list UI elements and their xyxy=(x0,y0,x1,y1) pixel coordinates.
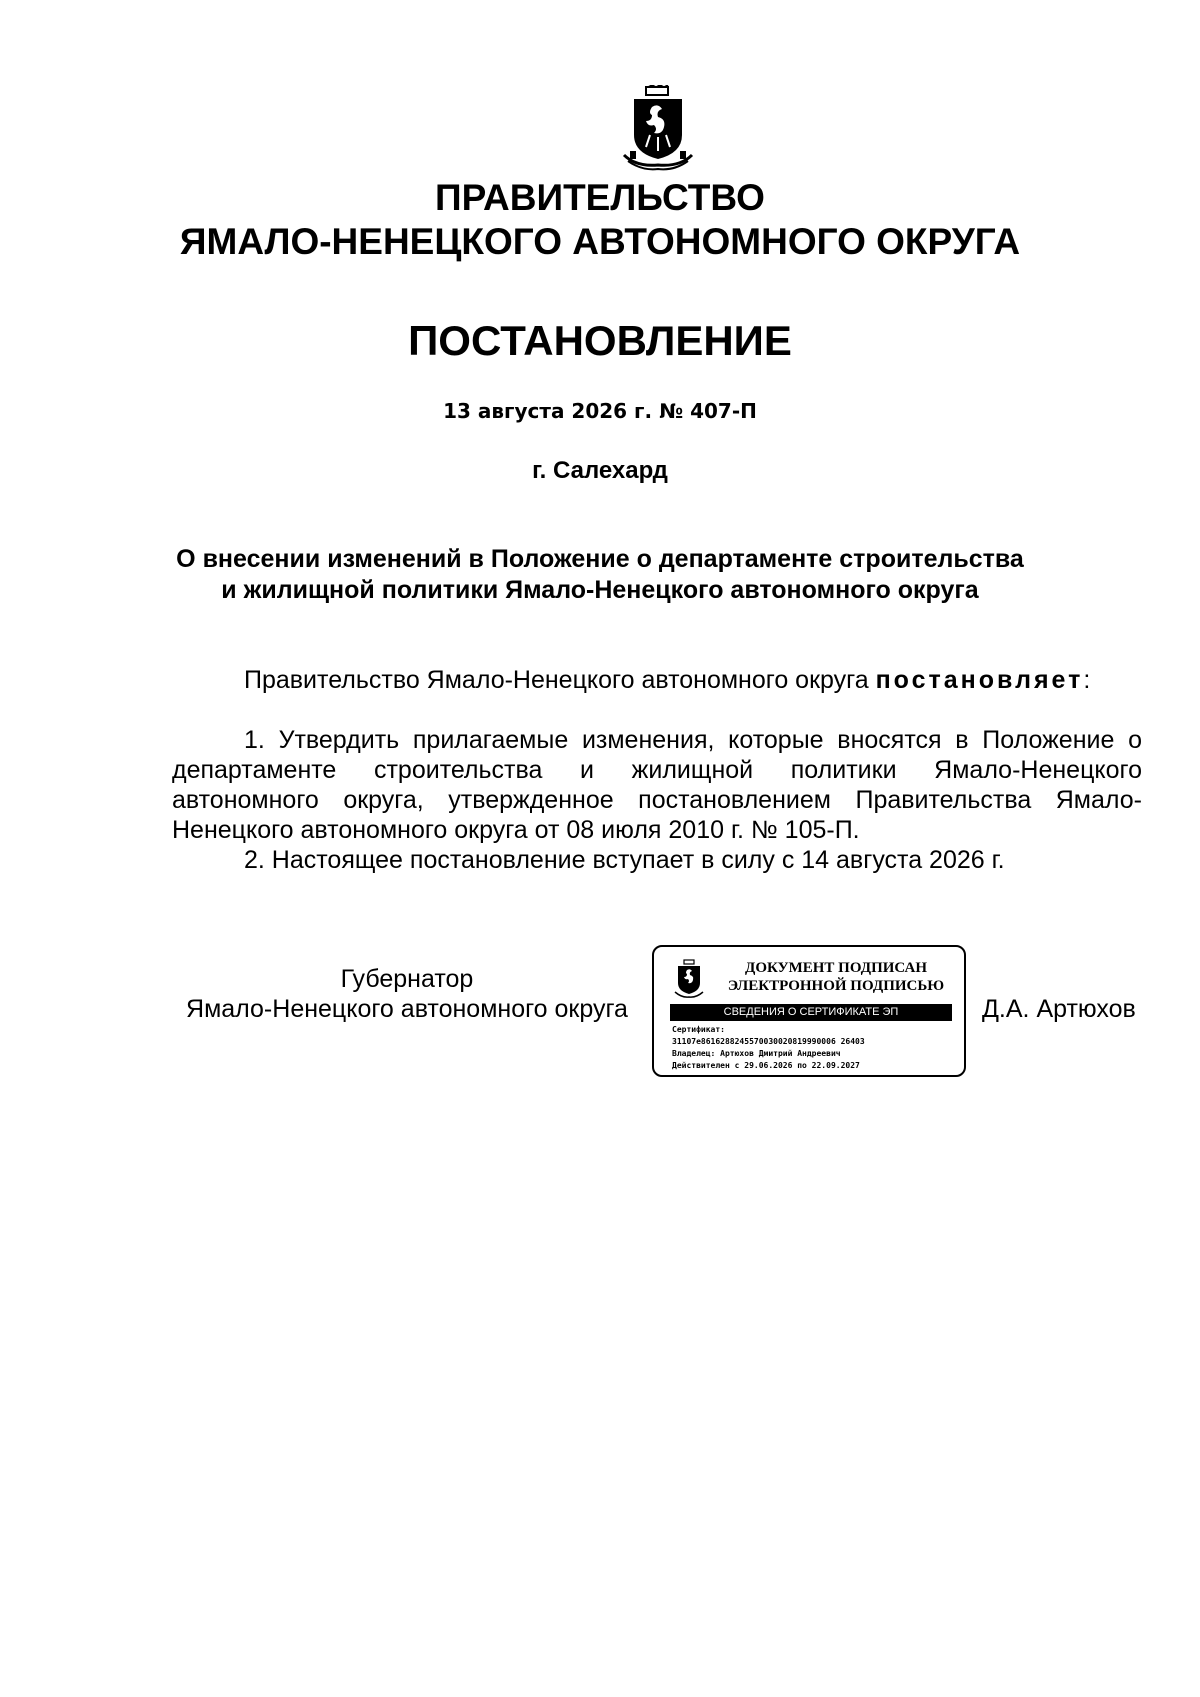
stamp-certificate-bar: СВЕДЕНИЯ О СЕРТИФИКАТЕ ЭП xyxy=(670,1004,952,1021)
stamp-emblem-icon xyxy=(674,959,704,999)
government-title-line1: ПРАВИТЕЛЬСТВО xyxy=(435,177,765,218)
preamble-end: : xyxy=(1083,666,1091,694)
document-subject-line1: О внесении изменений в Положение о департаменте строительства xyxy=(176,545,1024,573)
government-title-line2: ЯМАЛО-НЕНЕЦКОГО АВТОНОМНОГО ОКРУГА xyxy=(179,221,1021,262)
electronic-signature-stamp xyxy=(652,945,966,1077)
document-city: г. Салехард xyxy=(532,457,668,484)
stamp-validity: Действителен с 29.06.2026 по 22.09.2027 xyxy=(672,1061,860,1070)
document-type: ПОСТАНОВЛЕНИЕ xyxy=(408,317,792,364)
document-subject-line2: и жилищной политики Ямало-Ненецкого автономного округа xyxy=(221,576,979,604)
government-title xyxy=(0,176,1200,264)
resolution-item-1: 1. Утвердить прилагаемые изменения, которые вносятся в Положение о департаменте строительства и жилищной политики Ямало-Ненецкого автономного округа, утвержденное постановлением Правительства Ямало-Ненецкого автономного округа от 08 июля 2010 г. № 105-П. xyxy=(172,726,1142,844)
stamp-certificate-info xyxy=(672,1024,958,1072)
document-date-number: 13 августа 2026 г. № 407-П xyxy=(443,399,757,423)
resolution-item-2: 2. Настоящее постановление вступает в силу с 14 августа 2026 г. xyxy=(244,846,1005,874)
signer-position-line1: Губернатор xyxy=(340,965,474,993)
stamp-owner: Владелец: Артюхов Дмитрий Андреевич xyxy=(672,1049,841,1058)
stamp-title-line2: ЭЛЕКТРОННОЙ ПОДПИСЬЮ xyxy=(727,978,945,994)
signer-name: Д.А. Артюхов xyxy=(982,995,1136,1023)
stamp-title-line1: ДОКУМЕНТ ПОДПИСАН xyxy=(745,960,927,976)
preamble-text: Правительство Ямало-Ненецкого автономного округа xyxy=(244,666,876,694)
signer-position xyxy=(172,964,642,1024)
preamble-verb: постановляет xyxy=(875,666,1084,694)
stamp-cert-number: 31107e8616288245570030020819990006 26403 xyxy=(672,1037,865,1046)
signer-position-line2: Ямало-Ненецкого автономного округа xyxy=(186,995,628,1023)
document-subject xyxy=(0,544,1200,606)
stamp-cert-label: Сертификат: xyxy=(672,1025,725,1034)
coat-of-arms-emblem xyxy=(622,85,694,171)
stamp-title xyxy=(716,959,956,995)
preamble-paragraph xyxy=(172,665,1142,695)
